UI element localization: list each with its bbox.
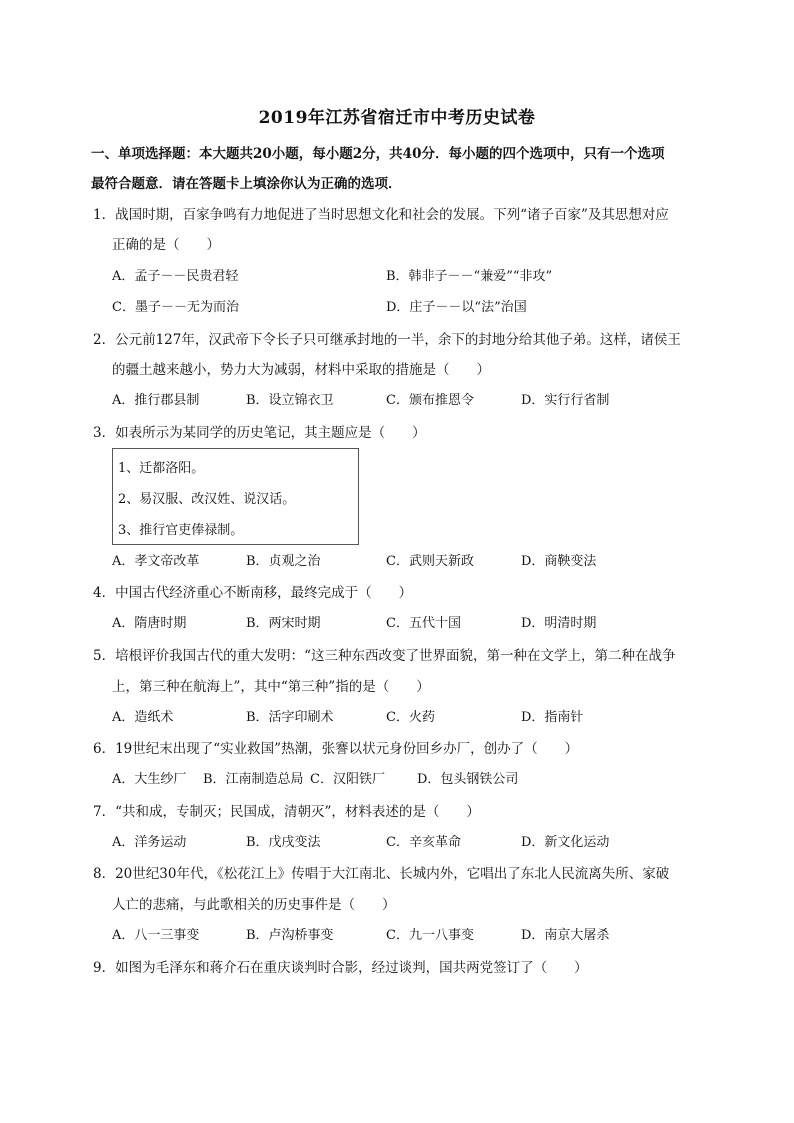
question-7-option-c[interactable]: C．辛亥革命 bbox=[386, 835, 461, 850]
question-4-option-c[interactable]: C．五代十国 bbox=[386, 616, 461, 631]
question-3-options bbox=[112, 547, 712, 577]
question-1-options-row-2 bbox=[112, 293, 712, 323]
question-4-option-a[interactable]: A．隋唐时期 bbox=[112, 616, 187, 631]
question-8-option-b[interactable]: B．卢沟桥事变 bbox=[246, 928, 334, 943]
question-1-stem-cont: 正确的是（ ） bbox=[112, 237, 220, 253]
question-4-option-b[interactable]: B．两宋时期 bbox=[246, 616, 321, 631]
question-8-option-c[interactable]: C．九一八事变 bbox=[386, 928, 474, 943]
question-6-option-d[interactable]: D．包头钢铁公司 bbox=[417, 772, 519, 787]
question-7-option-b[interactable]: B．戊戌变法 bbox=[246, 835, 321, 850]
question-3-option-b[interactable]: B．贞观之治 bbox=[246, 554, 321, 569]
question-4-options bbox=[112, 609, 712, 639]
note-item-3: 3、推行官吏俸禄制。 bbox=[118, 523, 244, 538]
question-2-options bbox=[112, 386, 712, 416]
section-instructions-line-1: 一、单项选择题：本大题共20小题，每小题2分，共40分．每小题的四个选项中，只有一个选项 bbox=[91, 146, 665, 162]
question-3-stem: 3．如表所示为某同学的历史笔记，其主题应是（ ） bbox=[93, 425, 426, 441]
question-2-option-c[interactable]: C．颁布推恩令 bbox=[386, 393, 474, 408]
question-9-stem: 9．如图为毛泽东和蒋介石在重庆谈判时合影，经过谈判，国共两党签订了（ ） bbox=[93, 960, 588, 976]
question-8-options bbox=[112, 921, 712, 951]
question-1-option-c[interactable]: C．墨子－－无为而治 bbox=[112, 300, 239, 315]
section-instructions-line-2: 最符合题意．请在答题卡上填涂你认为正确的选项． bbox=[91, 176, 402, 192]
question-5-option-b[interactable]: B．活字印刷术 bbox=[246, 710, 334, 725]
question-6-option-c[interactable]: C．汉阳铁厂 bbox=[310, 772, 385, 787]
question-8-stem: 8．20世纪30年代，《松花江上》传唱于大江南北、长城内外，它唱出了东北人民流离失所、家破 bbox=[93, 866, 670, 882]
question-5-option-a[interactable]: A．造纸术 bbox=[112, 710, 174, 725]
question-4-stem: 4．中国古代经济重心不断南移，最终完成于（ ） bbox=[93, 585, 413, 601]
question-7-option-d[interactable]: D．新文化运动 bbox=[521, 835, 610, 850]
question-7-options bbox=[112, 828, 712, 858]
question-1-stem: 1．战国时期，百家争鸣有力地促进了当时思想文化和社会的发展。下列“诸子百家”及其思想对应 bbox=[93, 207, 669, 223]
question-2-stem: 2．公元前127年，汉武帝下令长子只可继承封地的一半，余下的封地分给其他子弟。这样，诸侯王 bbox=[93, 332, 681, 348]
question-3-option-c[interactable]: C．武则天新政 bbox=[386, 554, 474, 569]
question-1-option-b[interactable]: B．韩非子－－“兼爱”“非攻” bbox=[386, 269, 553, 284]
question-3-option-a[interactable]: A．孝文帝改革 bbox=[112, 554, 200, 569]
note-item-2: 2、易汉服、改汉姓、说汉话。 bbox=[118, 492, 296, 507]
question-8-option-d[interactable]: D．南京大屠杀 bbox=[521, 928, 610, 943]
question-7-option-a[interactable]: A．洋务运动 bbox=[112, 835, 187, 850]
question-5-stem: 5．培根评价我国古代的重大发明：“这三种东西改变了世界面貌，第一种在文学上，第二种在战争 bbox=[93, 648, 676, 664]
question-5-option-c[interactable]: C．火药 bbox=[386, 710, 435, 725]
note-item-1: 1、迁都洛阳。 bbox=[118, 461, 205, 476]
question-2-option-d[interactable]: D．实行行省制 bbox=[521, 393, 610, 408]
question-6-option-a[interactable]: A．大生纱厂 bbox=[112, 772, 187, 787]
question-8-option-a[interactable]: A．八一三事变 bbox=[112, 928, 200, 943]
question-1-option-a[interactable]: A．孟子－－民贵君轻 bbox=[112, 269, 239, 284]
question-7-stem: 7．“共和成，专制灭；民国成，清朝灭”，材料表述的是（ ） bbox=[93, 804, 480, 820]
page-title: 2019年江苏省宿迁市中考历史试卷 bbox=[258, 108, 536, 128]
question-4-option-d[interactable]: D．明清时期 bbox=[521, 616, 597, 631]
question-6-stem: 6．19世纪末出现了“实业救国”热潮，张謇以状元身份回乡办厂，创办了（ ） bbox=[93, 741, 579, 757]
question-6-options bbox=[112, 765, 712, 795]
question-1-option-d[interactable]: D．庄子－－以“法”治国 bbox=[386, 300, 527, 315]
question-8-stem-cont: 人亡的悲痛，与此歌相关的历史事件是（ ） bbox=[112, 897, 396, 913]
question-2-stem-cont: 的疆土越来越小，势力大为减弱，材料中采取的措施是（ ） bbox=[112, 362, 490, 378]
question-3-option-d[interactable]: D．商鞅变法 bbox=[521, 554, 597, 569]
question-1-options bbox=[112, 262, 712, 292]
question-2-option-b[interactable]: B．设立锦衣卫 bbox=[246, 393, 334, 408]
history-notes-box bbox=[112, 448, 359, 545]
question-5-stem-cont: 上，第三种在航海上”，其中“第三种”指的是（ ） bbox=[112, 679, 430, 695]
question-5-option-d[interactable]: D．指南针 bbox=[521, 710, 584, 725]
question-6-option-b[interactable]: B．江南制造总局 bbox=[203, 772, 304, 787]
question-2-option-a[interactable]: A．推行郡县制 bbox=[112, 393, 200, 408]
question-5-options bbox=[112, 703, 712, 733]
